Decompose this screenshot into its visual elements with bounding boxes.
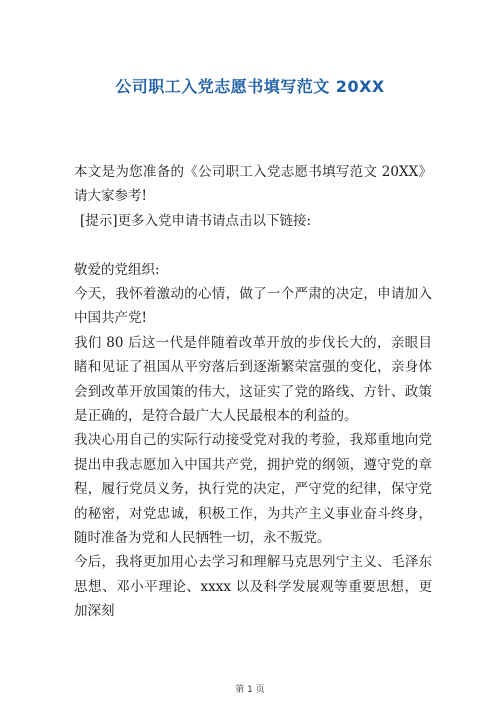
- document-body: [74, 160, 432, 624]
- body-paragraph-4: 今后，我将更加用心去学习和理解马克思列宁主义、毛泽东思想、邓小平理论、xxxx 以及科学发展观等重要思想，更加深刻: [74, 554, 432, 620]
- document-title: 公司职工入党志愿书填写范文 20XX: [115, 77, 385, 96]
- body-paragraph-2: 我们 80 后这一代是伴随着改革开放的步伐长大的，亲眼目睹和见证了祖国从平穷落后到逐渐繁荣富强的变化，亲身体会到改革开放国策的伟大，这证实了党的路线、方针、政策是正确的，是符合最广大人民最根本的利益的。: [74, 334, 432, 425]
- page-number: 第 1 页: [235, 685, 265, 695]
- body-paragraph-3: 我决心用自己的实际行动接受党对我的考验，我郑重地向党提出申我志愿加入中国共产党，拥护党的纲领，遵守党的章程，履行党员义务，执行党的决定，严守党的纪律，保守党的秘密，对党忠诚，积极工作，为共产主义事业奋斗终身，随时准备为党和人民牺牲一切，永不叛党。: [74, 432, 432, 547]
- paragraph-spacer: [74, 233, 432, 257]
- intro-paragraph: 本文是为您准备的《公司职工入党志愿书填写范文 20XX》请大家参考!: [74, 164, 432, 205]
- body-paragraph-1: 今天，我怀着激动的心情，做了一个严肃的决定，申请加入中国共产党!: [74, 286, 432, 327]
- hint-link-text[interactable]: [提示]更多入党申请书请点击以下链接:: [80, 212, 312, 229]
- salutation: 敬爱的党组织:: [74, 261, 160, 278]
